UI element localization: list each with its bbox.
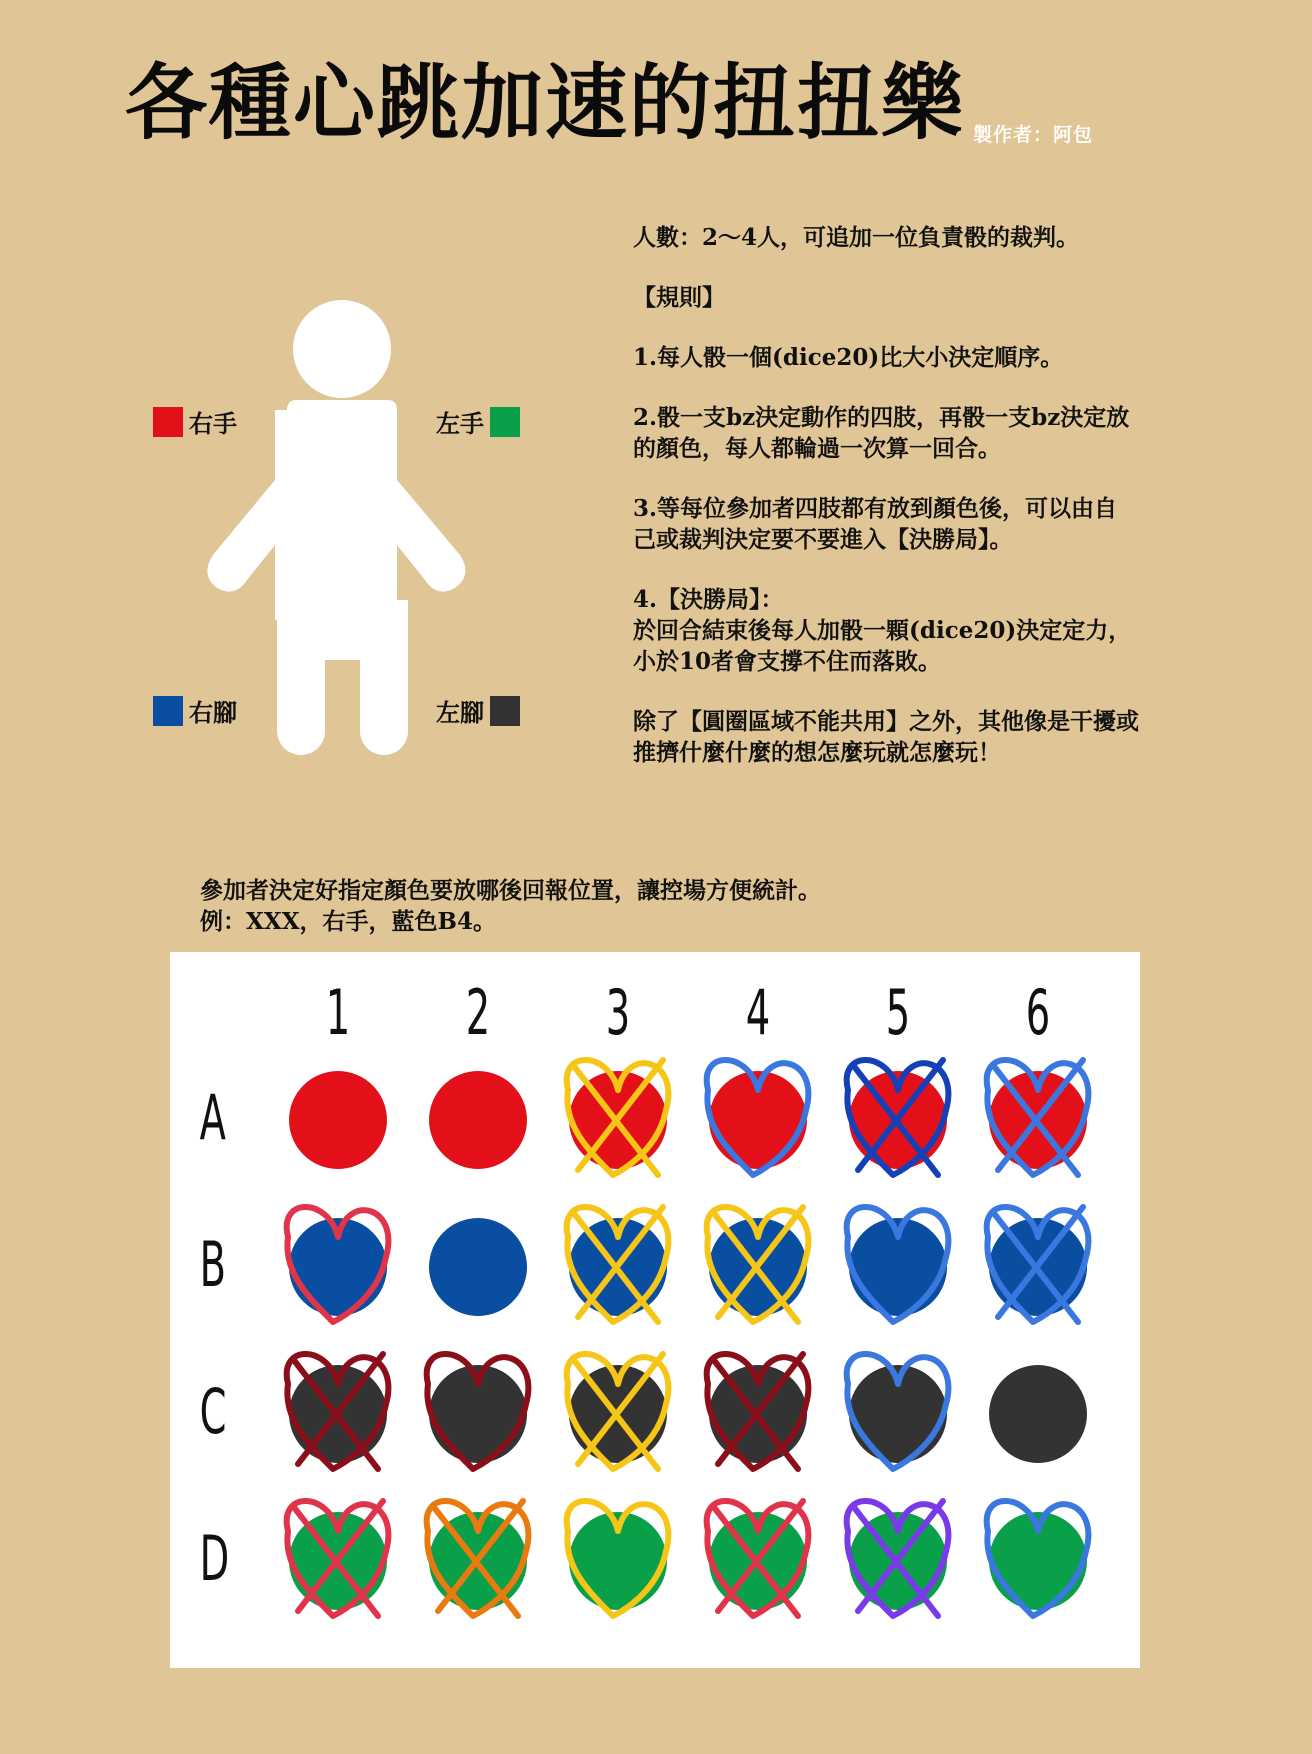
rules-panel [633,222,1193,797]
column-label-3: 3 [605,976,631,1049]
right-foot-label: 右腳 [189,698,237,727]
twister-board [170,952,1140,1668]
rule-3: 3.等每位參加者四肢都有放到顏色後，可以由自 己或裁判決定要不要進入【決勝局】。 [633,495,1118,553]
left-hand-swatch [490,407,520,437]
rule-4: 4.【決勝局】： 於回合結束後每人加骰一顆(dice20)決定定力， 小於10者會支撐不住而落敗。 [633,586,1132,675]
row-label-B: B [199,1228,226,1301]
right-foot-legend [153,693,237,728]
row-label-C: C [199,1375,227,1448]
rules-players: 人數：2～4人，可追加一位負責骰的裁判。 [633,224,1080,251]
row-label-D: D [199,1522,230,1595]
rule-1: 1.每人骰一個(dice20)比大小決定順序。 [633,344,1064,371]
spot-B2[interactable] [429,1218,527,1316]
right-foot-swatch [153,696,183,726]
left-foot-label: 左腳 [436,698,484,727]
column-label-2: 2 [465,976,491,1049]
left-foot-swatch [490,696,520,726]
column-label-6: 6 [1025,976,1051,1049]
instructions-line-1: 參加者決定好指定顏色要放哪後回報位置，讓控場方便統計。 [200,877,821,904]
column-label-4: 4 [745,976,771,1049]
author-credit: 製作者：阿包 [973,124,1094,146]
spot-A2[interactable] [429,1071,527,1169]
right-hand-swatch [153,407,183,437]
page-title: 各種心跳加速的扭扭樂 [125,55,966,151]
left-hand-label: 左手 [436,409,484,438]
rules-heading: 【規則】 [633,284,725,311]
column-label-5: 5 [885,976,911,1049]
left-foot-legend [436,693,520,728]
rule-5: 除了【圓圈區域不能共用】之外，其他像是干擾或 推擠什麼什麼的想怎麼玩就怎麼玩！ [633,708,1139,766]
instructions-line-2: 例：XXX，右手，藍色B4。 [200,908,496,935]
rule-2: 2.骰一支bz決定動作的四肢，再骰一支bz決定放 的顏色，每人都輪過一次算一回合。 [633,404,1130,462]
spot-A1[interactable] [289,1071,387,1169]
instructions [200,875,821,937]
right-hand-label: 右手 [189,409,237,438]
board-canvas [170,952,1140,1668]
left-hand-legend [436,404,520,439]
column-label-1: 1 [325,976,351,1049]
spot-C6[interactable] [989,1365,1087,1463]
right-hand-legend [153,404,237,439]
row-label-A: A [199,1081,226,1154]
